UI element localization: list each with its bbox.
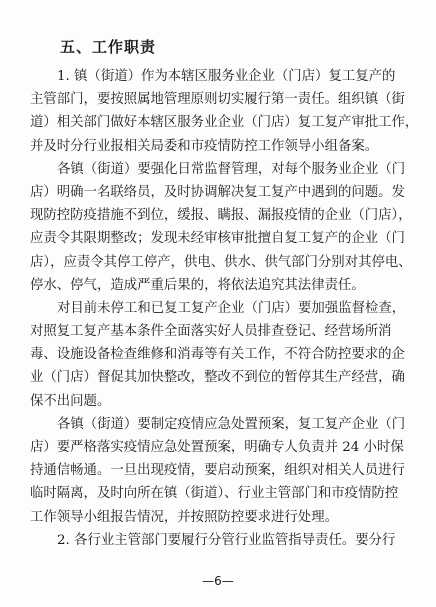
- text-line: 店）明确一名联络员，及时协调解决复工复产中遇到的问题。发: [30, 184, 405, 200]
- text-line: 店）要严格落实疫情应急处置预案，明确专人负责并 24 小时保: [30, 440, 404, 455]
- text-line: 1. 镇（街道）作为本辖区服务业企业（门店）复工复产的: [57, 69, 396, 84]
- text-line: 并及时分行业报相关局委和市疫情防控工作领导小组备案。: [30, 138, 379, 154]
- text-line: 各镇（街道）要强化日常监督管理，对每个服务业企业（门: [57, 161, 406, 177]
- text-line: 工作领导小组报告情况，并按照防控要求进行处理。: [30, 509, 338, 525]
- body-text: [30, 65, 418, 552]
- text-line: 道）相关部门做好本辖区服务业企业（门店）复工复产审批工作，: [30, 115, 418, 131]
- text-line: 临时隔离，及时向所在镇（街道）、行业主管部门和市疫情防控: [30, 486, 399, 502]
- text-line: 2. 各行业主管部门要履行分管行业监管指导责任。要分行: [57, 532, 396, 548]
- page-number: —6—: [202, 574, 234, 588]
- text-line: 应责令其限期整改；发现未经审核审批擅自复工复产的企业（门: [30, 231, 405, 247]
- text-line: 对目前未停工和已复工复产企业（门店）要加强监督检查，: [57, 300, 406, 316]
- text-line: 店），应责令其停工停产，供电、供水、供气部门分别对其停电、: [30, 254, 412, 270]
- section-heading: 五、工作职责: [60, 38, 157, 56]
- text-line: 毒、设施设备检查维修和消毒等有关工作，不符合防控要求的企: [30, 347, 405, 363]
- text-line: 保不出问题。: [30, 393, 111, 409]
- text-line: 持通信畅通。一旦出现疫情，要启动预案，组织对相关人员进行: [30, 463, 405, 479]
- text-line: 业（门店）督促其加快整改，整改不到位的暂停其生产经营，确: [30, 370, 405, 386]
- text-line: 对照复工复产基本条件全面落实好人员排查登记、经营场所消: [30, 324, 392, 340]
- text-line: 主管部门，要按照属地管理原则切实履行第一责任。组织镇（街: [30, 92, 405, 108]
- text-line: 各镇（街道）要制定疫情应急处置预案，复工复产企业（门: [57, 416, 406, 432]
- text-line: 现防控防疫措施不到位，缓报、瞒报、漏报疫情的企业（门店），: [30, 208, 412, 224]
- text-line: 停水、停气，造成严重后果的，将依法追究其法律责任。: [30, 277, 365, 293]
